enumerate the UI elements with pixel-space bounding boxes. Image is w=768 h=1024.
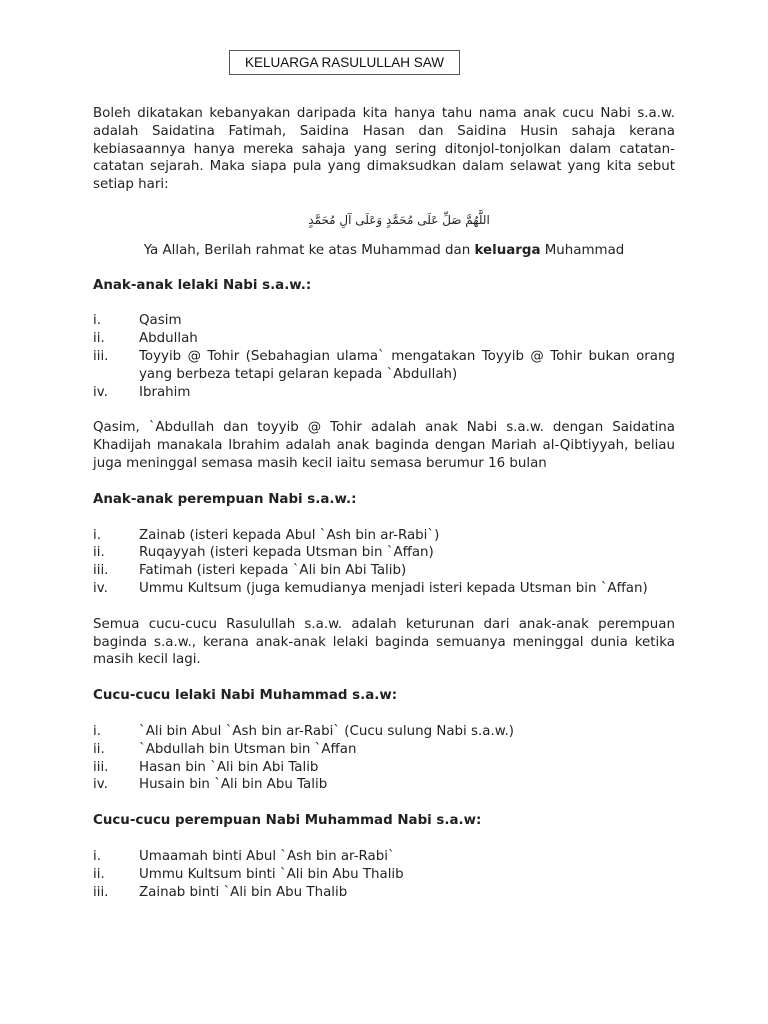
list-item (93, 562, 675, 580)
list-text: Hasan bin `Ali bin Abi Talib (139, 759, 319, 775)
list-item (93, 580, 675, 598)
list-number: i. (93, 848, 101, 864)
list-number: iii. (93, 884, 109, 900)
list-item (93, 544, 675, 562)
list-item (93, 741, 675, 759)
translation-before: Ya Allah, Berilah rahmat ke atas Muhammad dan (143, 242, 475, 258)
list-text: Ummu Kultsum binti `Ali bin Abu Thalib (139, 866, 404, 882)
list-text: Ummu Kultsum (juga kemudianya menjadi isteri kepada Utsman bin `Affan) (139, 580, 648, 596)
list-text: Ibrahim (139, 384, 191, 400)
list-text: Qasim (139, 313, 182, 329)
list-item (93, 330, 675, 348)
list-text: Zainab (isteri kepada Abul `Ash bin ar-Rabi`) (139, 527, 440, 543)
list-number: i. (93, 527, 101, 543)
sons-list (93, 312, 675, 401)
list-item (93, 884, 675, 902)
arabic-salawat: اللَّهُمَّ صَلِّ عَلَى مُحَمَّدٍ وَعَلَى آلِ مُحَمَّدٍ (308, 212, 490, 227)
list-number: iii. (93, 759, 109, 775)
list-item (93, 348, 675, 384)
daughters-note: Semua cucu-cucu Rasulullah s.a.w. adalah keturunan dari anak-anak perempuan baginda s.a.w., kerana anak-anak lelaki baginda semuanya meninggal dunia ketika masih kecil lagi. (93, 616, 675, 668)
list-number: iii. (93, 563, 109, 579)
list-text: Umaamah binti Abul `Ash bin ar-Rabi` (139, 848, 395, 864)
list-number: i. (93, 313, 101, 329)
list-item (93, 866, 675, 884)
list-number: ii. (93, 866, 105, 882)
list-item (93, 527, 675, 545)
list-text: Toyyib @ Tohir (Sebahagian ulama` mengatakan Toyyib @ Tohir bukan orang yang berbeza tetapi gelaran kepada `Abdullah) (139, 348, 675, 382)
grandsons-heading: Cucu-cucu lelaki Nabi Muhammad s.a.w: (93, 688, 398, 704)
translation-bold: keluarga (474, 242, 541, 258)
document-body (93, 105, 675, 901)
sons-heading: Anak-anak lelaki Nabi s.a.w.: (93, 277, 312, 293)
list-text: Ruqayyah (isteri kepada Utsman bin `Affan) (139, 545, 434, 561)
translation-after: Muhammad (540, 242, 625, 258)
list-item (93, 776, 675, 794)
list-text: `Ali bin Abul `Ash bin ar-Rabi` (Cucu sulung Nabi s.a.w.) (139, 723, 514, 739)
list-number: i. (93, 723, 101, 739)
list-text: `Abdullah bin Utsman bin `Affan (139, 741, 357, 757)
daughters-list (93, 527, 675, 598)
list-item (93, 848, 675, 866)
list-number: iii. (93, 348, 109, 364)
list-item (93, 312, 675, 330)
list-number: iv. (93, 580, 108, 596)
granddaughters-list (93, 848, 675, 901)
list-number: iv. (93, 384, 108, 400)
list-item (93, 384, 675, 402)
list-text: Zainab binti `Ali bin Abu Thalib (139, 884, 348, 900)
list-number: ii. (93, 545, 105, 561)
list-item (93, 723, 675, 741)
list-item (93, 759, 675, 777)
salawat-translation (93, 242, 675, 260)
daughters-heading: Anak-anak perempuan Nabi s.a.w.: (93, 491, 357, 507)
list-text: Abdullah (139, 331, 198, 347)
list-number: ii. (93, 741, 105, 757)
sons-note: Qasim, `Abdullah dan toyyib @ Tohir adalah anak Nabi s.a.w. dengan Saidatina Khadijah manakala Ibrahim adalah anak baginda dengan Mariah al-Qibtiyyah, beliau juga meninggal semasa masih kecil iaitu semasa berumur 16 bulan (93, 420, 675, 471)
list-text: Husain bin `Ali bin Abu Talib (139, 777, 328, 793)
page-title: KELUARGA RASULULLAH SAW (229, 50, 460, 75)
granddaughters-heading: Cucu-cucu perempuan Nabi Muhammad Nabi s.a.w: (93, 813, 482, 829)
list-number: ii. (93, 331, 105, 347)
grandsons-list (93, 723, 675, 794)
list-text: Fatimah (isteri kepada `Ali bin Abi Talib) (139, 563, 407, 579)
intro-paragraph: Boleh dikatakan kebanyakan daripada kita hanya tahu nama anak cucu Nabi s.a.w. adalah Saidatina Fatimah, Saidina Hasan dan Saidina Husin sahaja kerana kebiasaannya hanya mereka sahaja yang sering ditonjol-tonjolkan dalam catatan-catatan sejarah. Maka siapa pula yang dimaksudkan dalam selawat yang kita sebut setiap hari: (93, 106, 675, 193)
list-number: iv. (93, 777, 108, 793)
